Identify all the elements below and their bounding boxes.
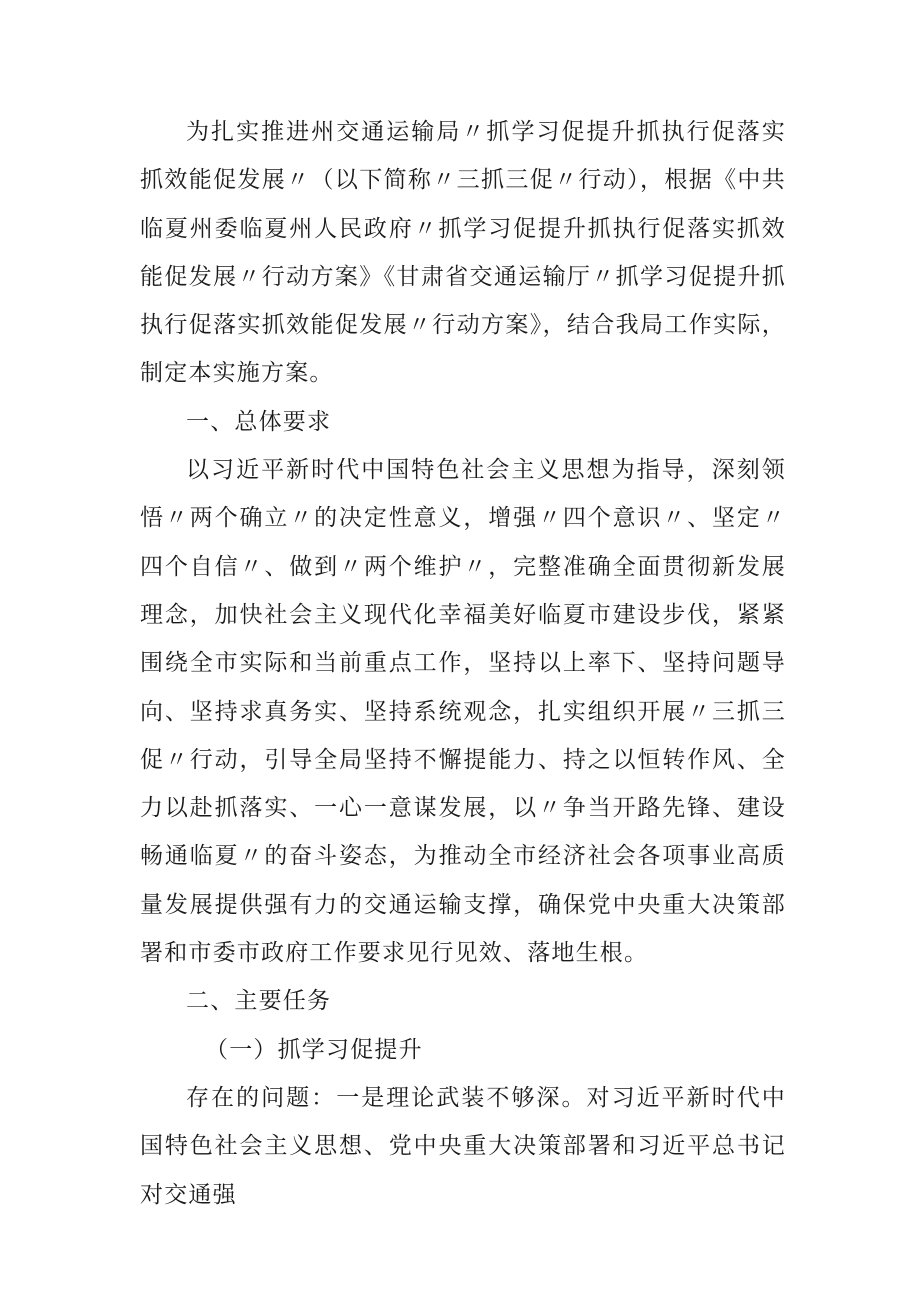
document-body [140,108,786,1219]
general-requirements-paragraph: 以习近平新时代中国特色社会主义思想为指导，深刻领悟〃两个确立〃的决定性意义，增强〃四个意识〃、坚定〃四个自信〃、做到〃两个维护〃，完整准确全面贯彻新发展理念，加快社会主义现代化幸福美好临夏市建设步伐，紧紧围绕全市实际和当前重点工作，坚持以上率下、坚持问题导向、坚持求真务实、坚持系统观念，扎实组织开展〃三抓三促〃行动，引导全局坚持不懈提能力、持之以恒转作风、全力以赴抓落实、一心一意谋发展，以〃争当开路先锋、建设畅通临夏〃的奋斗姿态，为推动全市经济社会各项事业高质量发展提供强有力的交通运输支撑，确保党中央重大决策部署和市委市政府工作要求见行见效、落地生根。 [140,457,786,967]
section-heading-main-tasks: 二、主要任务 [186,988,332,1015]
section-heading-general-requirements: 一、总体要求 [186,408,332,435]
intro-paragraph: 为扎实推进州交通运输局〃抓学习促提升抓执行促落实抓效能促发展〃（以下简称〃三抓三促〃行动），根据《中共临夏州委临夏州人民政府〃抓学习促提升抓执行促落实抓效能促发展〃行动方案》《甘肃省交通运输厅〃抓学习促提升抓执行促落实抓效能促发展〃行动方案》，结合我局工作实际，制定本实施方案。 [140,119,786,387]
subsection-heading-study: （一）抓学习促提升 [205,1036,423,1063]
problems-paragraph: 存在的问题：一是理论武装不够深。对习近平新时代中国特色社会主义思想、党中央重大决策部署和习近平总书记对交通强 [140,1084,786,1208]
